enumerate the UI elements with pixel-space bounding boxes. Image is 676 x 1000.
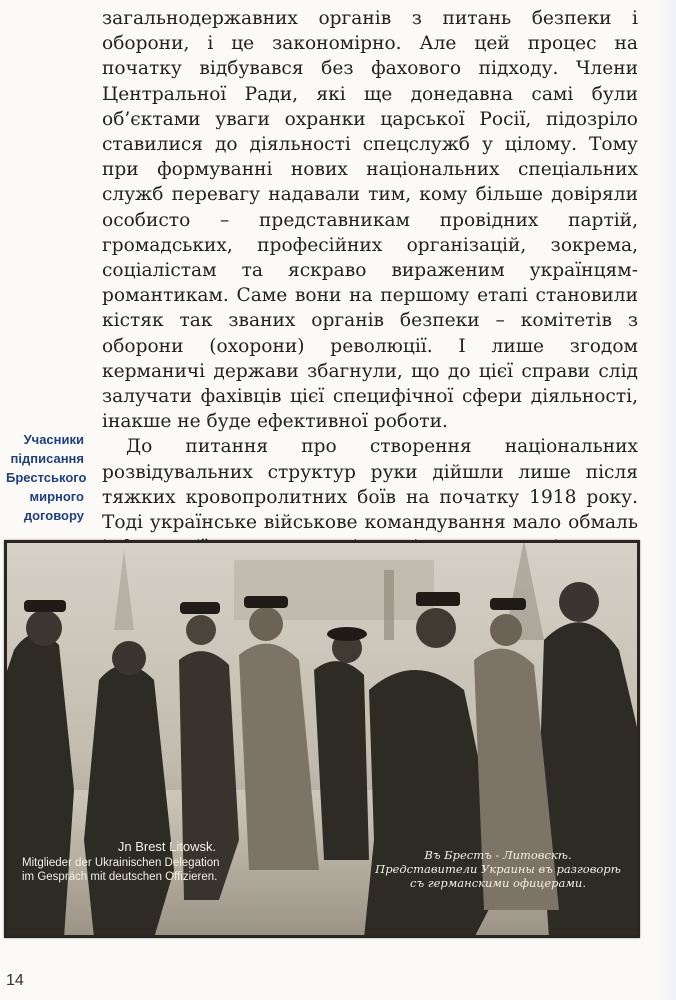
caption-russian-line: Представители Украины въ разговорѣ [375, 862, 621, 876]
caption-german-title: Jn Brest Litowsk. [117, 839, 217, 854]
paragraph-1: загальнодержавних органів з питань безпеки і оборони, і це закономірно. Але цей процес на початку відбувався без фахового підходу. Члени Центральної Ради, які ще донедавна самі були об’єктами уваги охранки царської Росії, підозріло ставилися до діяльності спецслужб у цілому. Тому при формуванні нових національних спеціальних служб перевагу надавали тим, кому більше довіряли особисто – представникам провідних партій, громадських, професійних організацій, зокрема, соціалістам та яскраво вираженим українцям-романтикам. Саме вони на першому етапі становили кістяк так званих органів безпеки – комітетів з оборони (охорони) революції. І лише згодом керманичі держави збагнули, що до цієї справи слід залучати фахівців цієї специфічної сфери діяльності, інакше не буде ефективної роботи. [102, 8, 638, 433]
caption-german-line: Mitglieder der Ukrainischen Delegation [22, 857, 220, 869]
photo-caption-russian [364, 848, 632, 890]
main-text [102, 6, 638, 586]
caption-russian-line: съ германскими офицерами. [410, 876, 586, 890]
sidenote-photo-label: Учасники підписання Брестського мирного договору [6, 432, 87, 523]
photo-caption-german [22, 840, 312, 884]
page-edge [656, 0, 676, 1000]
caption-german-line: im Gespräch mit deutschen Offizieren. [22, 871, 218, 883]
caption-russian-line: Въ Брестъ - Литовскѣ. [424, 848, 572, 862]
paragraph-2: До питання про створення національних розвідувальних структур руки дійшли лише після тяжких кровопролитних боїв на початку 1918 року. Тоді українське військове командування мало обмаль [102, 436, 638, 534]
page-number: 14 [6, 972, 24, 989]
historical-photo [4, 540, 640, 938]
